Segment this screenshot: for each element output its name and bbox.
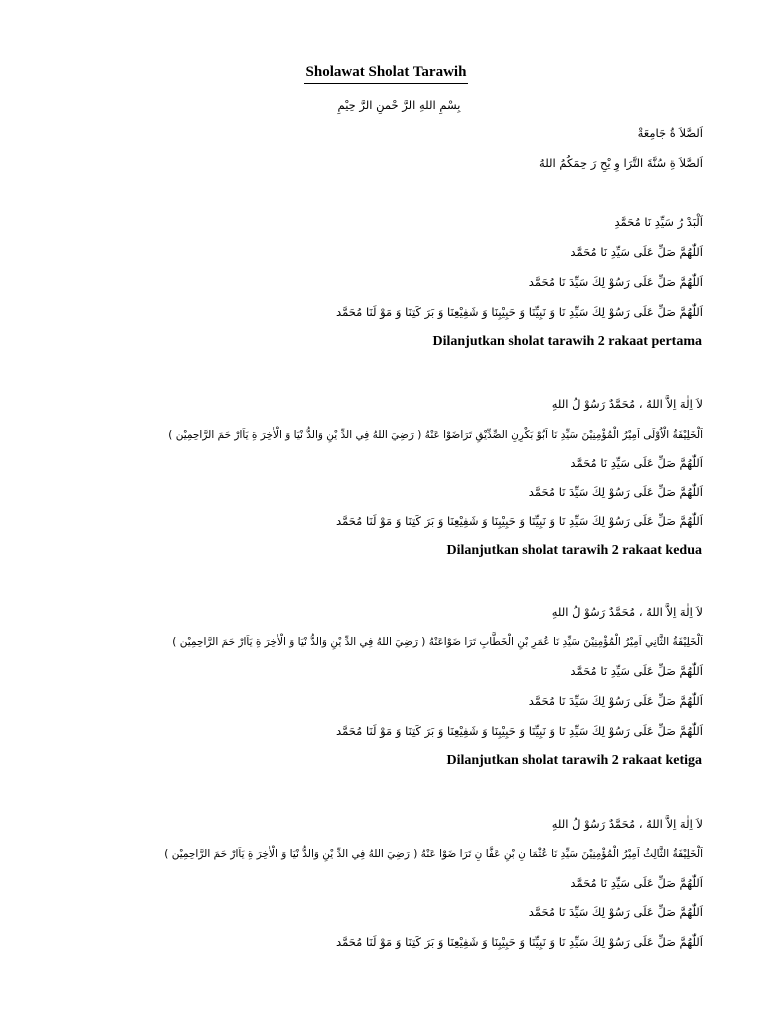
salawat-long-line: اَللّٰهُمَّ صَلِّ عَلَى رَسُوْ لِكَ سَيِّدِ نَا وَ نَبِيِّنَا وَ حَبِيْبِنَا وَ شَفِيْعِنَا وَ بَرَ كَتِنَا وَ مَوْ لَنَا مُحَمَّد bbox=[336, 305, 703, 319]
tahlil-line: لاَ اِلٰهَ اِلاَّ اللهُ ، مُحَمَّدٌ رَسُوْ لُ اللهِ bbox=[551, 397, 703, 411]
salawat-rasulika-line: اَللّٰهُمَّ صَلِّ عَلَى رَسُوْ لِكَ سَيِّدَ نَا مُحَمَّد bbox=[528, 275, 703, 289]
khalifah-third-line: اَلْخَلِيْفَةُ الثَّالِثُ اَمِيْرُ الْمُؤْمِنِيْنَ سَيِّدِ نَا عُثْمَا نِ بْنِ عَفَّا نِ تَرَا ضَوْا عَنْهُ ( رَضِيَ اللهُ فِي الدِّ يْنِ وَالدُّ نْيَا وَ الْاٰخِرَ ةِ يَاَارْ حَمَ الرَّاحِمِيْن ) bbox=[164, 848, 703, 860]
salawat-sayyidina-line: اَللّٰهُمَّ صَلِّ عَلَى سَيِّدِ نَا مُحَمَّد bbox=[570, 245, 703, 259]
khalifah-second-line: اَلْخَلِيْفَةُ الثَّانِي اَمِيْرُ الْمُؤْمِنِيْنَ سَيِّدِ نَا عُمَرِ بْنِ الْخَطَّابِ تَرَا ضَوْاعَنْهُ ( رَضِيَ اللهُ فِي الدِّ يْنِ وَالدُّ نْيَا وَ الْاٰخِرَ ةِ يَاَارْ حَمَ الرَّاحِمِيْن ) bbox=[172, 636, 703, 648]
salawat-rasulika-line: اَللّٰهُمَّ صَلِّ عَلَى رَسُوْ لِكَ سَيِّدَ نَا مُحَمَّد bbox=[528, 694, 703, 708]
note-third-rakaat: Dilanjutkan sholat tarawih 2 rakaat ketiga bbox=[446, 753, 702, 768]
document-title bbox=[0, 62, 768, 84]
salawat-long-line: اَللّٰهُمَّ صَلِّ عَلَى رَسُوْ لِكَ سَيِّدِ نَا وَ نَبِيِّنَا وَ حَبِيْبِنَا وَ شَفِيْعِنَا وَ بَرَ كَتِنَا وَ مَوْ لَنَا مُحَمَّد bbox=[336, 514, 703, 528]
note-first-rakaat: Dilanjutkan sholat tarawih 2 rakaat pertama bbox=[432, 334, 702, 349]
opening-line-1: اَلصَّلاَ ةُ جَامِعَةْ bbox=[637, 126, 703, 140]
salawat-long-line: اَللّٰهُمَّ صَلِّ عَلَى رَسُوْ لِكَ سَيِّدِ نَا وَ نَبِيِّنَا وَ حَبِيْبِنَا وَ شَفِيْعِنَا وَ بَرَ كَتِنَا وَ مَوْ لَنَا مُحَمَّد bbox=[336, 724, 703, 738]
salawat-sayyidina-line: اَللّٰهُمَّ صَلِّ عَلَى سَيِّدِ نَا مُحَمَّد bbox=[570, 664, 703, 678]
salawat-rasulika-line: اَللّٰهُمَّ صَلِّ عَلَى رَسُوْ لِكَ سَيِّدَ نَا مُحَمَّد bbox=[528, 485, 703, 499]
salawat-sayyidina-line: اَللّٰهُمَّ صَلِّ عَلَى سَيِّدِ نَا مُحَمَّد bbox=[570, 456, 703, 470]
salawat-long-line: اَللّٰهُمَّ صَلِّ عَلَى رَسُوْ لِكَ سَيِّدِ نَا وَ نَبِيِّنَا وَ حَبِيْبِنَا وَ شَفِيْعِنَا وَ بَرَ كَتِنَا وَ مَوْ لَنَا مُحَمَّد bbox=[336, 935, 703, 949]
salawat-sayyidina-line: اَللّٰهُمَّ صَلِّ عَلَى سَيِّدِ نَا مُحَمَّد bbox=[570, 876, 703, 890]
basmalah: بِسْمِ اللهِ الرَّ حْمنِ الرَّ حِيْمِ bbox=[337, 98, 461, 112]
document-title-text: Sholawat Sholat Tarawih bbox=[304, 62, 469, 84]
tahlil-line: لاَ اِلٰهَ اِلاَّ اللهُ ، مُحَمَّدٌ رَسُوْ لُ اللهِ bbox=[551, 605, 703, 619]
salawat-rasulika-line: اَللّٰهُمَّ صَلِّ عَلَى رَسُوْ لِكَ سَيِّدَ نَا مُحَمَّد bbox=[528, 905, 703, 919]
salawat-badr-line: اَلْبَدْ رُ سَيِّدِ نَا مُحَمَّدِ bbox=[614, 215, 703, 229]
note-second-rakaat: Dilanjutkan sholat tarawih 2 rakaat kedua bbox=[446, 543, 702, 558]
khalifah-first-line: اَلْخَلِيْفَةُ الْاُوْلَى اَمِيْرُ الْمُؤْمِنِيْنَ سَيِّدِ نَا اَبُوْ بَكْرِنِ الصِّدِّيْقِ تَرَاضَوْا عَنْهُ ( رَضِيَ اللهُ فِي الدِّ يْنِ وَالدُّ نْيَا وَ الْاٰخِرَ ةِ يَاَارْ حَمَ الرَّاحِمِيْن ) bbox=[168, 429, 703, 441]
tahlil-line: لاَ اِلٰهَ اِلاَّ اللهُ ، مُحَمَّدٌ رَسُوْ لُ اللهِ bbox=[551, 817, 703, 831]
opening-line-2: اَلصَّلاَ ةِ سُنَّةَ التَّرَا وِ يْحِ رَ حِمَكُمُ اللهُ bbox=[539, 156, 703, 170]
